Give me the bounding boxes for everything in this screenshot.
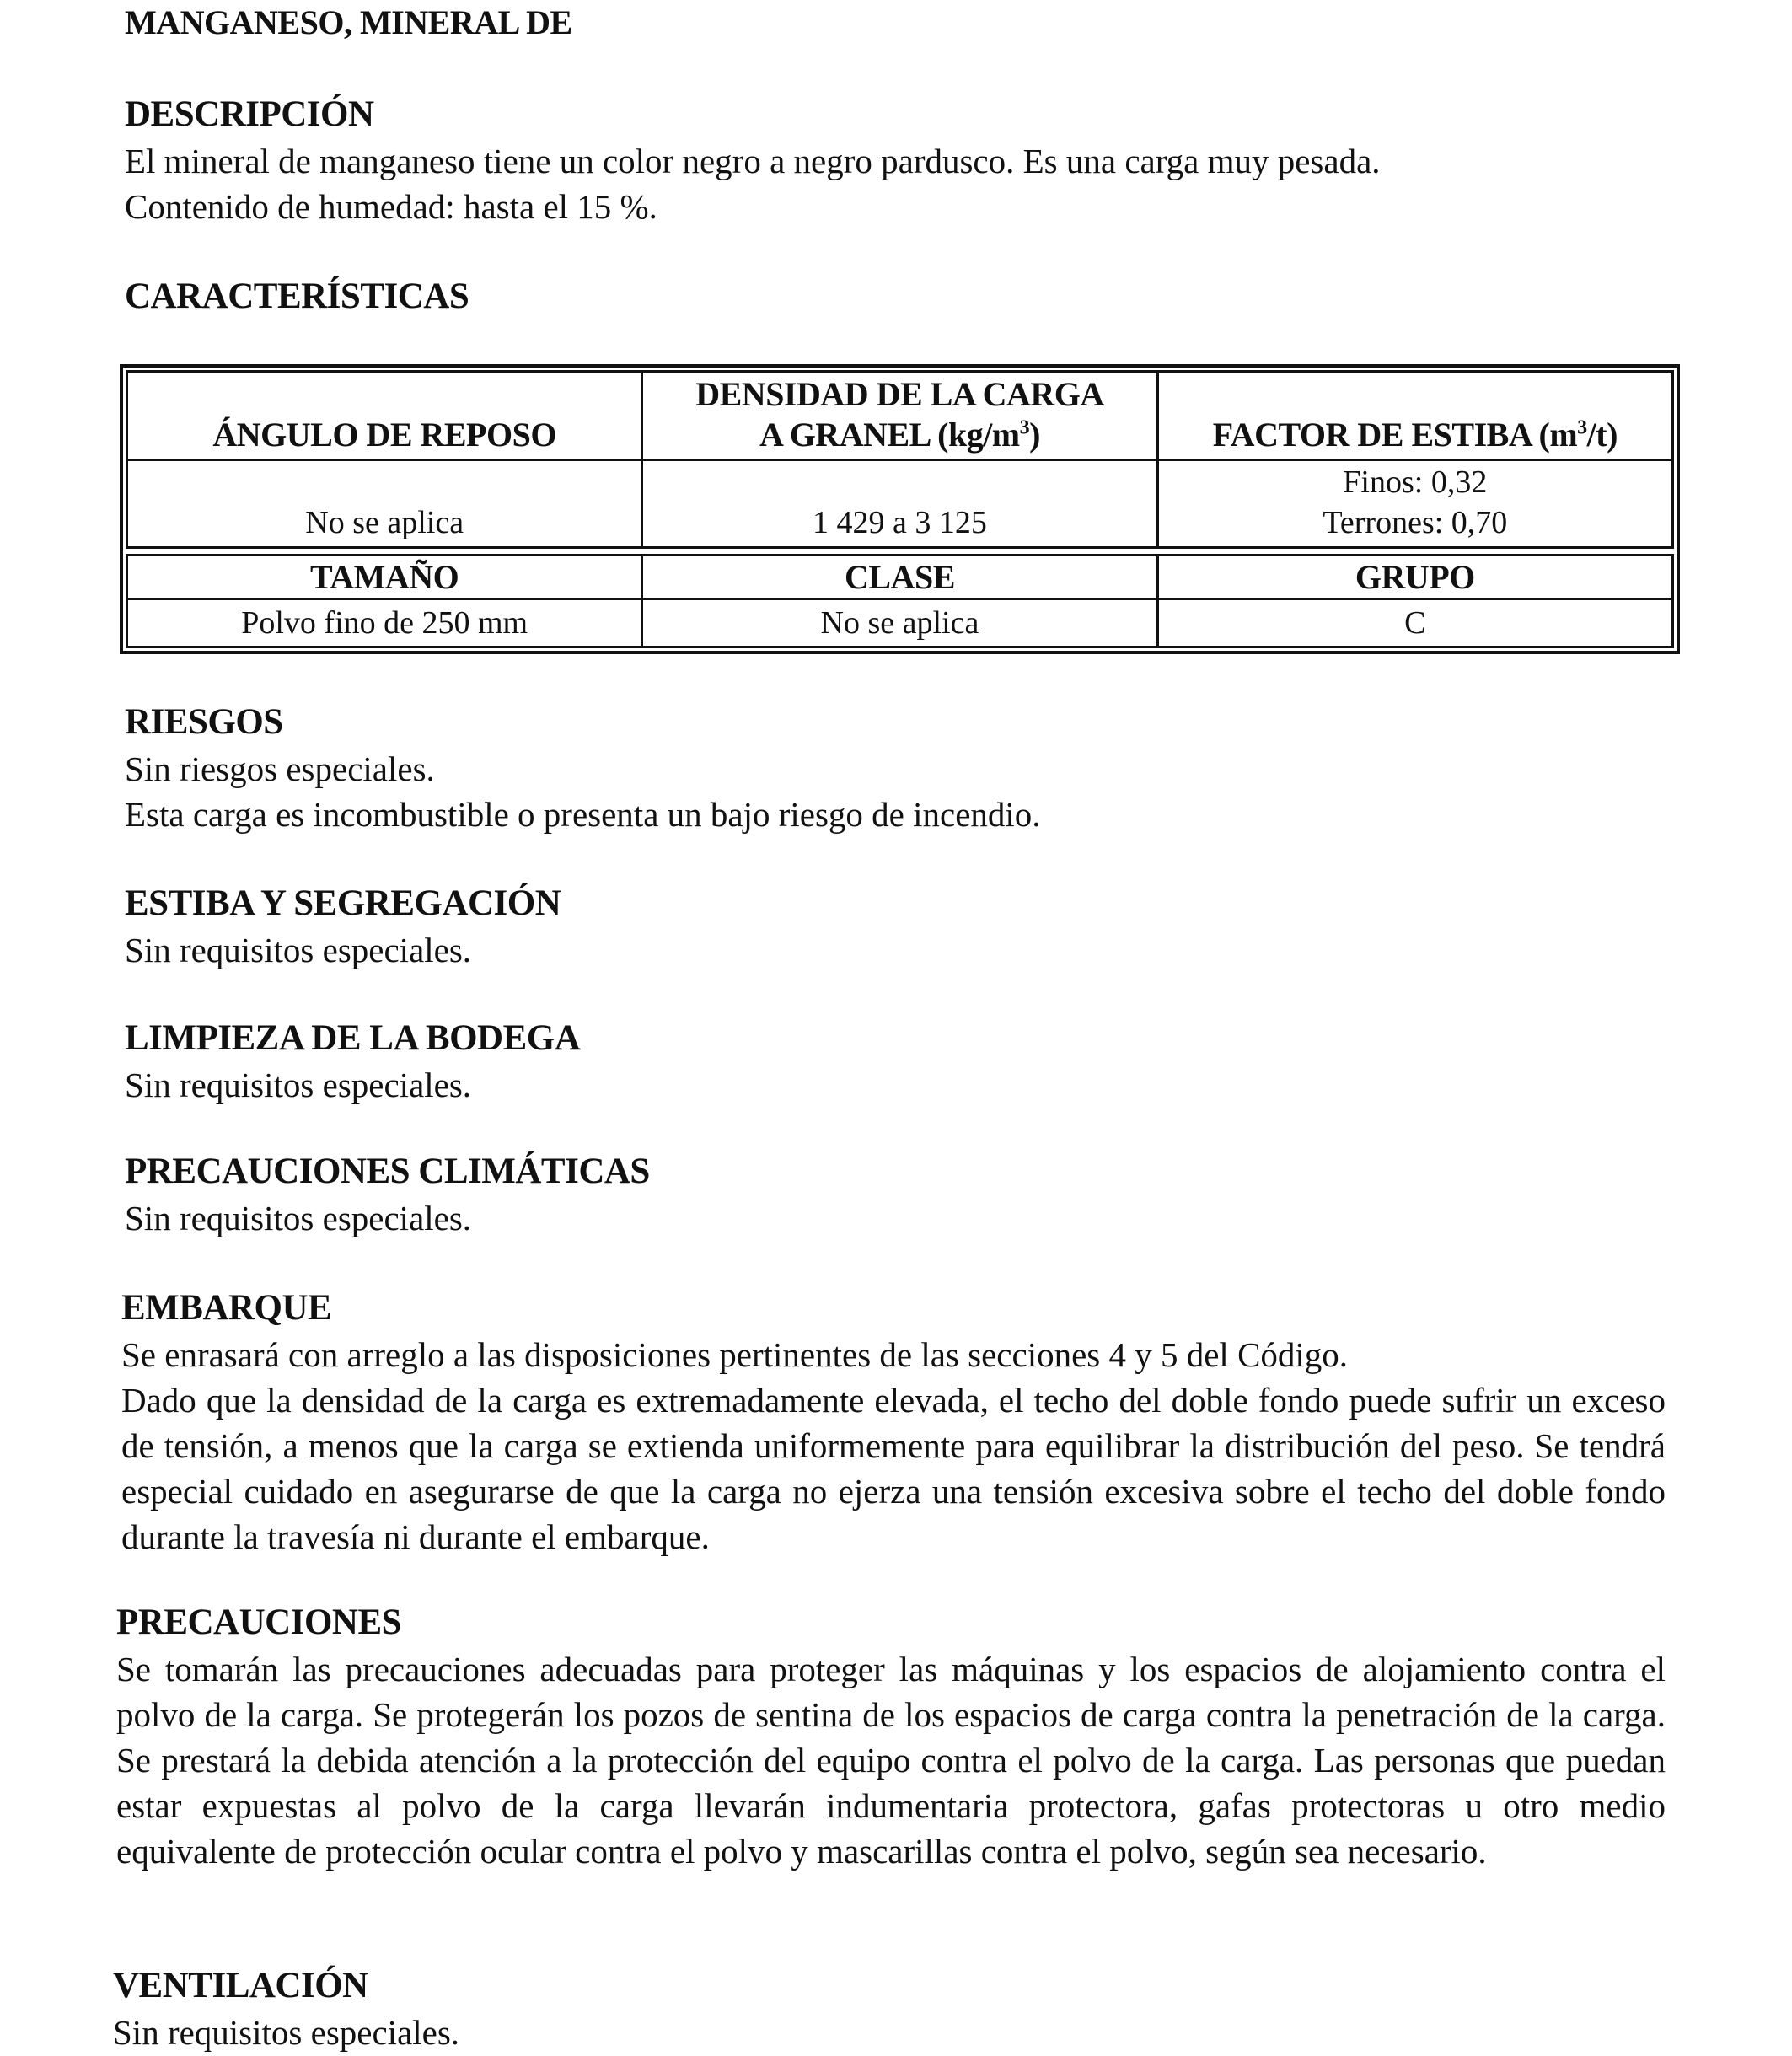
table-header-row-2: [127, 556, 1673, 599]
section-embarque: [121, 1285, 1666, 1559]
cell-factor: [1157, 459, 1672, 548]
embarque-line-1: Se enrasará con arreglo a las disposiciones pertinentes de las secciones 4 y 5 del Código.: [121, 1335, 1349, 1374]
header-tamano: TAMAÑO: [127, 556, 642, 599]
header-densidad-close: ): [1029, 415, 1040, 454]
caracteristicas-heading: CARACTERÍSTICAS: [125, 276, 469, 316]
section-caracteristicas: [125, 273, 1667, 320]
cell-factor-terrones: Terrones: 0,70: [1323, 505, 1508, 541]
cell-clase: No se aplica: [642, 599, 1157, 647]
header-angulo: ÁNGULO DE REPOSO: [127, 372, 642, 460]
ventilacion-heading: VENTILACIÓN: [113, 1966, 368, 2005]
table-header-row: [127, 372, 1673, 460]
header-clase: CLASE: [642, 556, 1157, 599]
precauciones-climaticas-heading: PRECAUCIONES CLIMÁTICAS: [125, 1151, 650, 1191]
section-limpieza: [125, 1015, 1667, 1108]
header-densidad: [642, 372, 1157, 460]
table-row: [127, 459, 1673, 548]
limpieza-text: Sin requisitos especiales.: [125, 1066, 472, 1104]
section-descripcion: [125, 91, 1667, 229]
header-factor-text: FACTOR DE ESTIBA (m: [1212, 415, 1578, 454]
section-precauciones: [116, 1599, 1666, 1874]
header-factor: [1157, 372, 1672, 460]
embarque-heading: EMBARQUE: [121, 1288, 332, 1328]
header-factor-sup: 3: [1577, 416, 1587, 439]
cell-densidad: 1 429 a 3 125: [642, 459, 1157, 548]
riesgos-line-2: Esta carga es incombustible o presenta un bajo riesgo de incendio.: [125, 795, 1041, 834]
cell-angulo: No se aplica: [127, 459, 642, 548]
characteristics-table-frame: [120, 364, 1680, 654]
limpieza-heading: LIMPIEZA DE LA BODEGA: [125, 1018, 581, 1058]
embarque-paragraph: Dado que la densidad de la carga es extremadamente elevada, el techo del doble fondo puede sufrir un exceso de tensión, a menos que la carga se extienda uniformemente para equilibrar la distribución del peso. Se tendrá especial cuidado en asegurarse de que la carga no ejerza una tensión excesiva sobre el techo del doble fondo durante la travesía ni durante el embarque.: [121, 1381, 1666, 1556]
section-precauciones-climaticas: [125, 1148, 1667, 1241]
estiba-heading: ESTIBA Y SEGREGACIÓN: [125, 883, 561, 923]
table-separator: [127, 548, 1673, 556]
descripcion-line-1: El mineral de manganeso tiene un color negro a negro pardusco. Es una carga muy pesada.: [125, 142, 1381, 180]
header-densidad-sup: 3: [1019, 416, 1030, 439]
table-row: [127, 599, 1673, 647]
ventilacion-text: Sin requisitos especiales.: [113, 2013, 460, 2052]
precauciones-heading: PRECAUCIONES: [116, 1602, 402, 1642]
document-title: MANGANESO, MINERAL DE: [125, 3, 572, 41]
estiba-text: Sin requisitos especiales.: [125, 931, 472, 969]
section-estiba: [125, 880, 1667, 973]
cell-grupo: C: [1157, 599, 1672, 647]
riesgos-heading: RIESGOS: [125, 702, 283, 742]
characteristics-table: [126, 370, 1674, 648]
header-densidad-line-2: A GRANEL (kg/m: [759, 415, 1020, 454]
section-ventilacion: [113, 1962, 1655, 2055]
header-densidad-line-1: DENSIDAD DE LA CARGA: [695, 374, 1104, 413]
precauciones-climaticas-text: Sin requisitos especiales.: [125, 1199, 472, 1237]
riesgos-line-1: Sin riesgos especiales.: [125, 749, 435, 788]
descripcion-heading: DESCRIPCIÓN: [125, 94, 374, 134]
header-grupo: GRUPO: [1157, 556, 1672, 599]
cell-factor-finos: Finos: 0,32: [1343, 464, 1488, 501]
precauciones-paragraph: Se tomarán las precauciones adecuadas para proteger las máquinas y los espacios de alojamiento contra el polvo de la carga. Se protegerán los pozos de sentina de los espacios de carga contra la penetración de la carga. Se prestará la debida atención a la protección del equipo contra el polvo de la carga. Las personas que puedan estar expuestas al polvo de la carga llevarán indumentaria protectora, gafas protectoras u otro medio equivalente de protección ocular contra el polvo y mascarillas contra el polvo, según sea necesario.: [116, 1650, 1666, 1871]
section-riesgos: [125, 699, 1667, 837]
cell-tamano: Polvo fino de 250 mm: [127, 599, 642, 647]
header-factor-close: /t): [1586, 415, 1618, 454]
descripcion-line-2: Contenido de humedad: hasta el 15 %.: [125, 187, 657, 226]
